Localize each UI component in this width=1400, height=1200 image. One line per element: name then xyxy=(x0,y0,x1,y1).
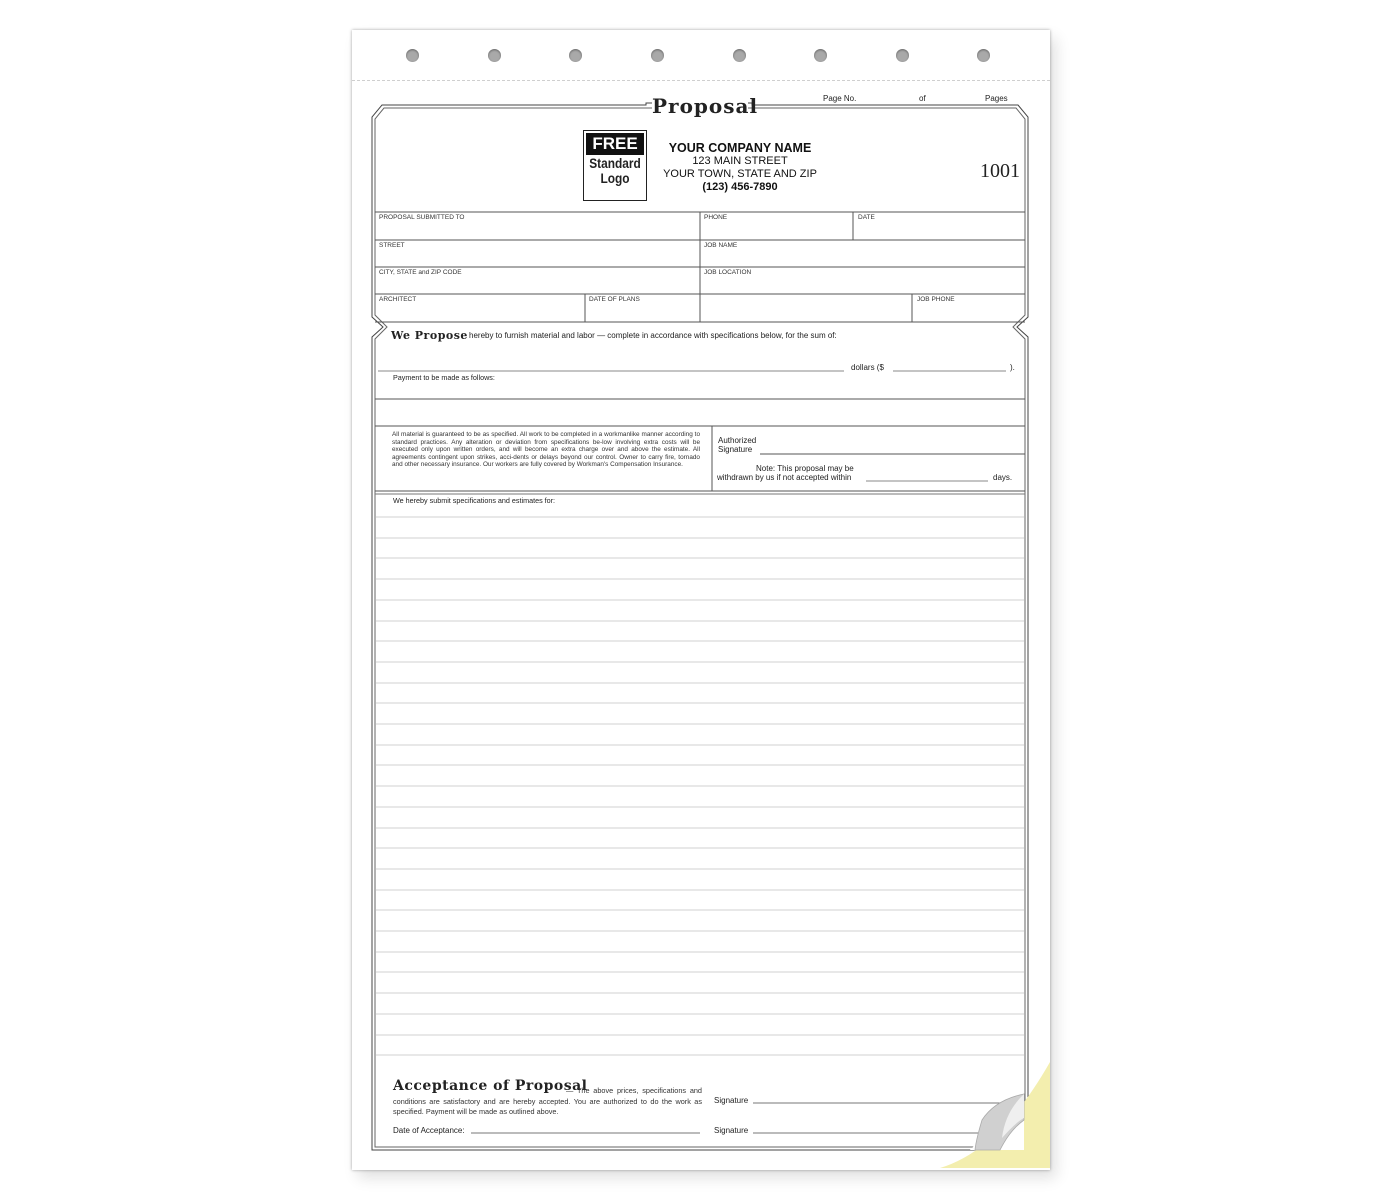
architect-field[interactable]: ARCHITECT xyxy=(379,296,417,303)
company-street: 123 MAIN STREET xyxy=(692,155,788,167)
signature-label-1: Signature xyxy=(714,1096,749,1105)
days-label: days. xyxy=(993,473,1013,482)
authorized-label-2: Signature xyxy=(718,445,753,454)
note-line-2: withdrawn by us if not accepted within xyxy=(717,473,852,482)
acceptance-heading: Acceptance of Proposal xyxy=(393,1078,588,1094)
company-phone: (123) 456-7890 xyxy=(702,181,778,193)
terms-text: All material is guaranteed to be as specified. All work to be completed in a workmanlike manner according to standard practices. Any alteration or deviation from specifications be-low involving extra costs will be executed only upon written orders, and will become an extra charge over and above the estimate. All agreements contingent upon strikes, acci-dents or delays beyond our control. Owner to carry fire, tornado and other necessary insurance. Our workers are fully covered by Workman's Compensation Insurance. xyxy=(392,431,700,469)
logo-free-text: FREE xyxy=(586,133,644,155)
date-of-acceptance-label: Date of Acceptance: xyxy=(393,1126,465,1135)
note-line-1: Note: This proposal may be xyxy=(756,464,854,473)
page-no-label: Page No. xyxy=(823,94,857,103)
form-number: 1001 xyxy=(980,160,1020,182)
pages-label: Pages xyxy=(985,94,1008,103)
logo-standard-text: Standard xyxy=(589,155,641,171)
signature-label-2: Signature xyxy=(714,1126,749,1135)
dollars-end: ). xyxy=(1010,363,1015,372)
date-field[interactable]: DATE xyxy=(858,214,875,221)
of-label: of xyxy=(919,94,926,103)
form-title: Proposal xyxy=(652,94,759,118)
logo-logo-text: Logo xyxy=(600,170,630,186)
acceptance-text-span: — The above prices, specifications and conditions are satisfactory and are hereby accepted. You are authorized to do the work as specified. Payment will be made as outlined above. xyxy=(393,1086,702,1116)
job-location-field[interactable]: JOB LOCATION xyxy=(704,269,752,276)
company-city: YOUR TOWN, STATE AND ZIP xyxy=(663,168,817,180)
authorized-label-1: Authorized xyxy=(718,436,757,445)
we-propose-heading: We Propose xyxy=(391,329,468,342)
company-name: YOUR COMPANY NAME xyxy=(668,141,812,155)
submitted-to-field[interactable]: PROPOSAL SUBMITTED TO xyxy=(379,214,465,221)
payment-label: Payment to be made as follows: xyxy=(393,373,495,382)
job-phone-field[interactable]: JOB PHONE xyxy=(917,296,955,303)
propose-text: hereby to furnish material and labor — complete in accordance with specifications below, for the sum of: xyxy=(469,331,837,340)
job-name-field[interactable]: JOB NAME xyxy=(704,242,738,249)
date-of-plans-field[interactable]: DATE OF PLANS xyxy=(589,296,640,303)
phone-field[interactable]: PHONE xyxy=(704,214,728,221)
street-field[interactable]: STREET xyxy=(379,242,405,249)
city-state-zip-field[interactable]: CITY, STATE and ZIP CODE xyxy=(379,269,462,276)
dollars-label: dollars ($ xyxy=(851,363,884,372)
specs-label: We hereby submit specifications and estimates for: xyxy=(393,496,556,505)
